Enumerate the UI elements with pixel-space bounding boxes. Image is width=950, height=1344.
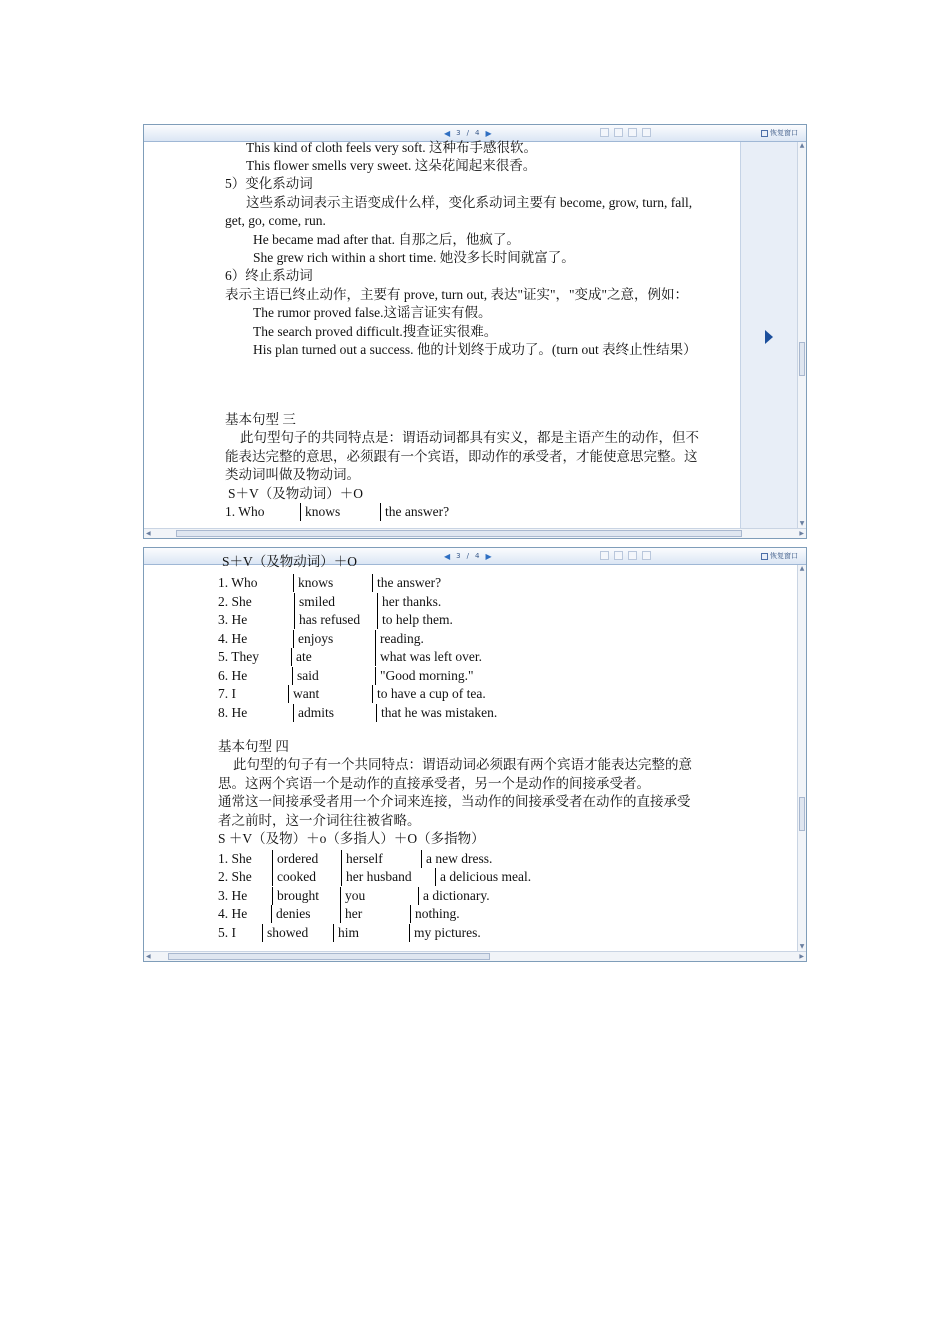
play-icon[interactable] [765, 330, 773, 344]
horizontal-scroll-thumb[interactable] [168, 953, 490, 960]
table-cell: her husband [341, 868, 412, 886]
zoom-out-icon[interactable] [642, 128, 651, 137]
table-cell: 8. He [218, 705, 248, 720]
table-cell: knows [300, 503, 340, 521]
text-line: 能表达完整的意思，必须跟有一个宾语，即动作的承受者，才能使意思完整。这 [225, 449, 698, 464]
formula-line: S＋V（及物动词）＋O [228, 486, 364, 501]
section-heading: 基本句型 四 [218, 739, 289, 754]
horizontal-scrollbar[interactable] [144, 951, 806, 961]
table-cell: admits [293, 704, 334, 722]
table-cell: 3. He [218, 612, 248, 627]
double-page-icon[interactable] [614, 128, 623, 137]
table-cell: 7. I [218, 686, 236, 701]
page-total: 4 [474, 129, 480, 137]
table-cell: a dictionary. [418, 887, 490, 905]
scroll-down-icon[interactable]: ▼ [799, 520, 805, 527]
table-cell: reading. [375, 630, 424, 648]
zoom-in-icon[interactable] [628, 128, 637, 137]
restore-window-button[interactable] [761, 128, 798, 138]
next-page-icon[interactable]: ▶ [485, 551, 492, 561]
table-cell: 1. She [218, 851, 252, 866]
view-tools [600, 551, 651, 560]
table-cell: you [340, 887, 365, 905]
table-cell: ate [291, 648, 312, 666]
table-cell: the answer? [380, 503, 449, 521]
scroll-right-icon[interactable]: ▶ [799, 530, 804, 537]
table-cell: him [333, 924, 359, 942]
formula-line: S＋V（及物动词）＋O [222, 554, 358, 569]
table-cell: brought [272, 887, 319, 905]
restore-window-icon [761, 553, 768, 560]
table-cell: cooked [272, 868, 316, 886]
table-cell: 3. He [218, 888, 248, 903]
table-cell: showed [262, 924, 308, 942]
double-page-icon[interactable] [614, 551, 623, 560]
page-navigation [444, 550, 492, 562]
text-line: His plan turned out a success. 他的计划终于成功了。(turn out 表终止性结果） [253, 342, 697, 357]
text-line: 表示主语已终止动作，主要有 prove, turn out, 表达"证实"，"变成"之意，例如： [225, 287, 689, 302]
text-line: 类动词叫做及物动词。 [225, 467, 360, 482]
table-cell: smiled [294, 593, 335, 611]
page-content [144, 142, 806, 528]
table-cell: want [288, 685, 319, 703]
text-line: This kind of cloth feels very soft. 这种布手感很软。 [246, 140, 537, 155]
table-cell: 5. I [218, 925, 236, 940]
table-cell: 1. Who [218, 575, 258, 590]
scroll-down-icon[interactable]: ▼ [799, 943, 805, 950]
restore-window-label: 恢复窗口 [770, 552, 798, 560]
table-cell: a delicious meal. [435, 868, 531, 886]
table-cell: nothing. [410, 905, 460, 923]
scroll-left-icon[interactable]: ◀ [146, 530, 151, 537]
table-cell: the answer? [372, 574, 441, 592]
page-current: 3 [456, 552, 461, 560]
scroll-right-icon[interactable]: ▶ [799, 953, 804, 960]
table-cell: said [292, 667, 319, 685]
page-navigation [444, 127, 492, 139]
text-line: 此句型句子的共同特点是：谓语动词都具有实义，都是主语产生的动作，但不 [240, 430, 699, 445]
table-cell: her [340, 905, 362, 923]
table-cell: what was left over. [375, 648, 482, 666]
restore-window-icon [761, 130, 768, 137]
next-page-icon[interactable]: ▶ [485, 128, 492, 138]
table-cell: herself [341, 850, 383, 868]
table-cell: "Good morning." [375, 667, 474, 685]
horizontal-scroll-thumb[interactable] [176, 530, 742, 537]
text-line: 此句型的句子有一个共同特点：谓语动词必须跟有两个宾语才能表达完整的意 [233, 757, 692, 772]
section-heading: 6）终止系动词 [225, 268, 313, 283]
text-line: He became mad after that. 自那之后，他疯了。 [253, 232, 520, 247]
single-page-icon[interactable] [600, 551, 609, 560]
document-viewer-top [143, 124, 807, 539]
zoom-in-icon[interactable] [628, 551, 637, 560]
table-cell: 4. He [218, 631, 248, 646]
page-current: 3 [456, 129, 461, 137]
text-line: 思。这两个宾语一个是动作的直接承受者，另一个是动作的间接承受者。 [218, 776, 650, 791]
table-cell: that he was mistaken. [376, 704, 497, 722]
text-line: 这些系动词表示主语变成什么样，变化系动词主要有 become, grow, turn, fall, [246, 195, 693, 210]
prev-page-icon[interactable]: ◀ [444, 128, 451, 138]
table-cell: my pictures. [409, 924, 481, 942]
table-cell: to have a cup of tea. [372, 685, 486, 703]
table-cell: 4. He [218, 906, 248, 921]
table-cell: has refused [294, 611, 360, 629]
section-heading: 基本句型 三 [225, 412, 296, 427]
document-viewer-bottom [143, 547, 807, 962]
zoom-out-icon[interactable] [642, 551, 651, 560]
page-separator: / [466, 552, 469, 560]
scroll-left-icon[interactable]: ◀ [146, 953, 151, 960]
prev-page-icon[interactable]: ◀ [444, 551, 451, 561]
page-separator: / [466, 129, 469, 137]
text-line: The search proved difficult.搜查证实很难。 [253, 324, 498, 339]
table-cell: to help them. [377, 611, 453, 629]
table-cell: knows [293, 574, 333, 592]
text-line: get, go, come, run. [225, 213, 326, 228]
page-total: 4 [474, 552, 480, 560]
table-cell: 2. She [218, 594, 252, 609]
formula-line: S ＋V（及物）＋o（多指人）＋O（多指物） [218, 831, 485, 846]
restore-window-button[interactable] [761, 551, 798, 561]
text-line: The rumor proved false.这谣言证实有假。 [253, 305, 492, 320]
text-line: She grew rich within a short time. 她没多长时间就富了。 [253, 250, 575, 265]
text-line: 者之前时，这一介词往往被省略。 [218, 813, 421, 828]
text-line: This flower smells very sweet. 这朵花闻起来很香。 [246, 158, 537, 173]
table-cell: 5. They [218, 649, 259, 664]
vertical-scroll-thumb[interactable] [799, 797, 805, 831]
table-cell: enjoys [293, 630, 333, 648]
view-tools [600, 128, 651, 137]
vertical-scrollbar[interactable] [797, 142, 806, 528]
vertical-scroll-thumb[interactable] [799, 342, 805, 376]
scroll-up-icon[interactable]: ▲ [799, 565, 805, 572]
table-cell: ordered [272, 850, 318, 868]
scroll-up-icon[interactable]: ▲ [799, 142, 805, 149]
table-cell: 1. Who [225, 504, 265, 519]
table-cell: her thanks. [377, 593, 441, 611]
vertical-scrollbar[interactable] [797, 565, 806, 951]
table-cell: 6. He [218, 668, 248, 683]
table-cell: 2. She [218, 869, 252, 884]
table-cell: denies [271, 905, 311, 923]
side-panel [740, 142, 799, 528]
single-page-icon[interactable] [600, 128, 609, 137]
table-cell: a new dress. [421, 850, 492, 868]
restore-window-label: 恢复窗口 [770, 129, 798, 137]
section-heading: 5）变化系动词 [225, 176, 313, 191]
horizontal-scrollbar[interactable] [144, 528, 806, 538]
text-line: 通常这一间接承受者用一个介词来连接，当动作的间接承受者在动作的直接承受 [218, 794, 691, 809]
